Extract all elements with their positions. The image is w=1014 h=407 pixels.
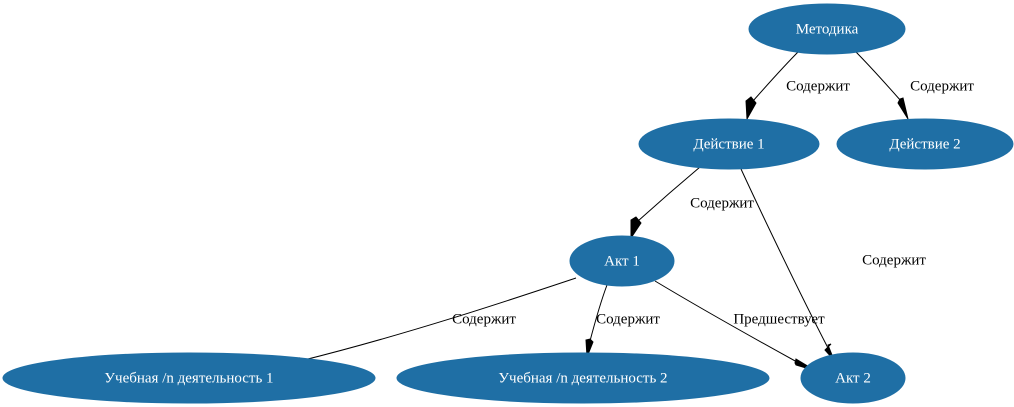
node-akt2[interactable] bbox=[801, 353, 905, 403]
edge-arrowhead bbox=[746, 97, 756, 119]
edge-label: Содержит bbox=[786, 78, 850, 95]
edge-arrowhead bbox=[898, 98, 908, 119]
node-label: Учебная /n деятельность 2 bbox=[498, 370, 668, 387]
node-deystvie1[interactable] bbox=[639, 119, 819, 169]
node-label: Акт 1 bbox=[604, 253, 640, 270]
node-uchebnaya-deyatelnost-1[interactable] bbox=[3, 353, 375, 403]
node-metodika[interactable] bbox=[749, 4, 905, 54]
edge-path bbox=[638, 167, 700, 221]
edge-label: Содержит bbox=[862, 252, 926, 269]
node-akt1[interactable] bbox=[570, 236, 674, 286]
edge-label: Содержит bbox=[596, 311, 660, 328]
node-label: Действие 2 bbox=[889, 136, 961, 153]
node-uchebnaya-deyatelnost-2[interactable] bbox=[397, 353, 769, 403]
edge-metodika-deystvie1 bbox=[746, 50, 850, 119]
edge-label: Содержит bbox=[690, 195, 754, 212]
edge-akt1-ud1 bbox=[279, 278, 576, 366]
edge-path bbox=[300, 278, 576, 361]
edge-akt1-ud2 bbox=[586, 285, 660, 357]
node-label: Учебная /n деятельность 1 bbox=[104, 370, 274, 387]
node-label: Действие 1 bbox=[693, 136, 765, 153]
edge-label: Содержит bbox=[910, 78, 974, 95]
node-label: Методика bbox=[795, 21, 859, 38]
edge-deystvie1-akt1 bbox=[631, 167, 754, 238]
edge-label: Содержит bbox=[452, 311, 516, 328]
edge-deystvie1-akt2 bbox=[741, 169, 926, 360]
edge-metodika-deystvie2 bbox=[854, 50, 974, 119]
node-deystvie2[interactable] bbox=[837, 119, 1013, 169]
edge-label: Предшествует bbox=[733, 311, 825, 328]
node-label: Акт 2 bbox=[835, 370, 871, 387]
edge-path bbox=[854, 50, 901, 101]
